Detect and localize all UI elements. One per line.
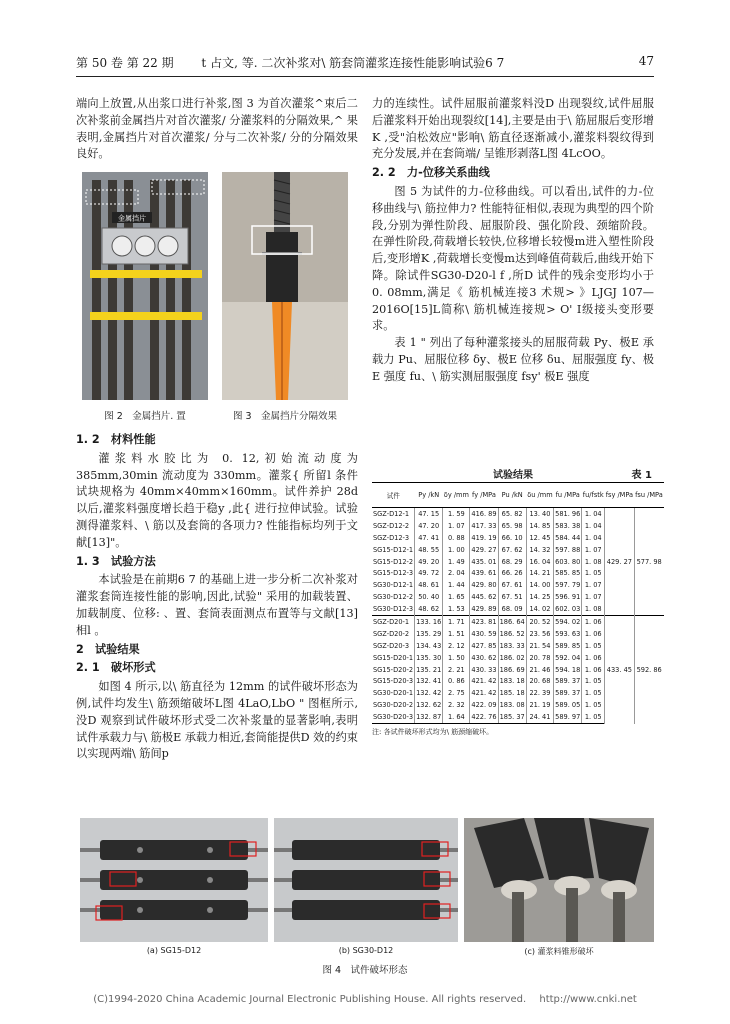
table-cell: 183. 18 (499, 677, 525, 686)
table-cell: 430. 62 (471, 653, 497, 662)
table-cell: 1. 07 (582, 591, 605, 603)
table-cell: 589. 85 (555, 641, 581, 650)
table-cell-merged: 592. 86 (634, 616, 664, 724)
table-cell: 1. 04 (582, 508, 605, 520)
table-body (372, 508, 664, 724)
table-cell: SGZ-D12-2 (373, 521, 410, 530)
table-cell: 66. 26 (498, 567, 526, 579)
table-header-cell: 试件 (372, 483, 415, 508)
table-cell: 1. 05 (582, 687, 605, 699)
table-cell: 421. 42 (471, 689, 497, 698)
table-cell: SGZ-D20-2 (373, 629, 410, 638)
table-cell: 603. 80 (555, 557, 581, 566)
table-cell: 429. 27 (471, 545, 497, 554)
table-cell: 1. 05 (582, 699, 605, 711)
table-cell: 14. 21 (526, 567, 553, 579)
table-cell: 48. 62 (415, 603, 443, 615)
table-note: 注: 各试件破坏形式均为\ 筋颈缩破坏。 (372, 728, 494, 737)
table-cell: 596. 91 (555, 593, 581, 602)
table-row (372, 508, 664, 520)
table-cell: 1. 06 (582, 616, 605, 628)
table-cell: 1. 06 (582, 664, 605, 676)
table-cell: SG15-D12-2 (373, 557, 414, 566)
figure-4-caption: 图 4 试件破坏形态 (322, 965, 408, 976)
table-cell: 593. 63 (555, 629, 581, 638)
table-cell: 1. 44 (443, 579, 470, 591)
table-cell: 50. 40 (415, 591, 443, 603)
table-cell: 22. 39 (526, 687, 553, 699)
table-cell-merged: 577. 98 (634, 508, 664, 616)
figure-label: 金属挡片 (118, 214, 146, 223)
table-cell: 416. 89 (470, 508, 498, 520)
table-cell-merged: 433. 45 (605, 616, 634, 724)
table-cell: 186. 69 (499, 665, 525, 674)
table-cell: 66. 10 (498, 532, 526, 544)
table-cell: 2. 04 (443, 567, 470, 579)
table-cell: 1. 53 (443, 603, 470, 615)
table-cell: 135. 30 (416, 653, 442, 662)
table-cell: 132. 41 (416, 677, 442, 686)
table-cell: 427. 85 (471, 641, 497, 650)
table-cell: SG30-D12-2 (373, 593, 414, 602)
table-header-cell: fsy /MPa (605, 483, 634, 508)
table-cell: 65. 98 (498, 520, 526, 532)
table-cell: 584. 44 (555, 533, 581, 542)
table-cell: 183. 08 (499, 701, 525, 710)
table-cell: 419. 19 (471, 533, 497, 542)
sleeve-photo-illustration (222, 172, 348, 400)
table-cell: 0. 86 (443, 675, 470, 687)
section-heading-2-1: 2. 1 破坏形式 (76, 661, 156, 675)
table-cell: 1. 05 (582, 640, 605, 652)
table-cell: 1. 08 (582, 603, 605, 615)
table-cell: 2. 75 (443, 687, 470, 699)
table-cell: 589. 37 (555, 677, 581, 686)
table-cell: 49. 72 (415, 567, 443, 579)
table-cell: 1. 05 (582, 711, 605, 723)
figure-4a-photo (80, 818, 268, 942)
table-cell: 597. 79 (555, 581, 581, 590)
table-cell: 445. 62 (471, 593, 497, 602)
table-row (372, 616, 664, 628)
table-cell: 1. 07 (582, 579, 605, 591)
figure-2-caption: 图 2 金属挡片. 置 (104, 411, 186, 422)
table-cell: 597. 88 (555, 545, 581, 554)
table-cell: 135. 29 (416, 629, 442, 638)
table-cell: 430. 33 (471, 665, 497, 674)
table-header-row (372, 483, 664, 508)
table-cell: 49. 20 (415, 556, 443, 568)
results-table (372, 482, 664, 724)
table-cell: SG30-D20-1 (373, 689, 414, 698)
table-cell: 1. 05 (582, 567, 605, 579)
table-cell: 2. 32 (443, 699, 470, 711)
table-cell: 186. 52 (499, 629, 525, 638)
paragraph: 图 5 为试件的力-位移曲线。可以看出,试件的力-位移曲线与\ 筋拉伸力? 性能特征相似,表现为典型的四个阶段,分别为弹性阶段、屈服阶段、强化阶段、颈缩阶段。在弹性阶段,荷载增长较快,位移增长较慢m进入塑性阶段后,变形增K ,荷载增长变慢m达到峰值荷载后,曲线开始下降。除试件SG30-D20-l f ,所D 试件的残余变形均小于0. 08mm,满足《 筋机械连接3 术规> 》LJGJ 107—2016O[15]L简称\ 筋机械连接规> O' Ⅰ级接头变形要求。 (372, 184, 654, 333)
table-1 (372, 466, 663, 737)
paragraph: 灌浆料水胶比为 0. 12,初始流动度为 385mm,30min 流动度为 330mm。灌浆{ 所留l 条件试块规格为 40mm×40mm×160mm。试件养护 28d 以后,灌浆料强度增长趋于稳y ,此{ 进行拉伸试验。试验测得灌浆料、\ 筋以及套筒的各项力? 性能指标均列于文献[13]"。 (76, 451, 358, 549)
table-cell: SG15-D20-2 (373, 665, 414, 674)
table-cell: 14. 25 (526, 591, 553, 603)
table-cell: 23. 56 (526, 628, 553, 640)
table-cell: 1. 51 (443, 628, 470, 640)
table-cell: 585. 85 (555, 569, 581, 578)
table-cell: 14. 02 (526, 603, 553, 615)
table-cell: 20. 68 (526, 675, 553, 687)
table-cell: 1. 00 (443, 544, 470, 556)
table-cell: 1. 64 (443, 711, 470, 723)
specimen-photo-a (80, 818, 268, 942)
left-column-body (76, 430, 358, 763)
table-cell: 1. 59 (443, 508, 470, 520)
table-cell: 132. 87 (415, 711, 443, 723)
table-cell: 21. 54 (526, 640, 553, 652)
figure-2-photo (82, 172, 208, 400)
paragraph: 端向上放置,从出浆口进行补浆,图 3 为首次灌浆^束后二次补浆前金属挡片对首次灌浆/ 分灌浆料的分隔效果,^ 果表明,金属挡片对首次灌浆/ 分与二次补浆/ 分的分隔效果良好。 (76, 97, 358, 161)
table-cell-merged: 429. 27 (605, 508, 634, 616)
table-cell: 24. 41 (526, 711, 553, 723)
page-number: 47 (638, 54, 654, 68)
table-cell: 1. 08 (582, 556, 605, 568)
table-cell: 67. 61 (498, 579, 526, 591)
table-cell: 0. 88 (443, 532, 470, 544)
table-cell: 183. 33 (499, 641, 525, 650)
table-cell: 594. 18 (555, 665, 581, 674)
table-cell: 429. 89 (470, 603, 498, 615)
table-cell: SGZ-D12-3 (373, 533, 410, 542)
table-cell: 14. 00 (526, 579, 553, 591)
table-cell: 423. 81 (470, 616, 498, 628)
table-header-cell: Pu /kN (498, 483, 526, 508)
table-cell: 1. 49 (443, 556, 470, 568)
rebar-photo-illustration (82, 172, 208, 400)
header-rule (76, 76, 654, 77)
table-cell: 21. 19 (526, 699, 553, 711)
paragraph: 表 1 " 列出了每种灌浆接头的屈服荷载 Py、极E 承载力 Pu、屈服位移 δy、极E 位移 δu、屈服强度 fy、极E 强度 fu、\ 筋实测屈服强度 fsy' 极E 强度 (372, 336, 654, 383)
specimen-photo-b (274, 818, 458, 942)
table-cell: 132. 62 (416, 701, 442, 710)
table-cell: SG15-D12-3 (373, 569, 414, 578)
table-cell: SG30-D12-1 (373, 581, 414, 590)
table-cell: 133. 16 (415, 616, 443, 628)
table-cell: 1. 07 (443, 520, 470, 532)
table-cell: 1. 06 (582, 628, 605, 640)
table-header-cell: fu /MPa (554, 483, 582, 508)
table-cell: 185. 18 (499, 689, 525, 698)
figure-4a-label: (a) SG15-D12 (146, 946, 202, 955)
table-cell: 422. 09 (471, 701, 497, 710)
table-cell: SG15-D20-3 (373, 677, 414, 686)
table-cell: 65. 82 (498, 508, 526, 520)
table-cell: SG15-D12-1 (373, 545, 414, 554)
table-cell: 20. 52 (526, 616, 553, 628)
table-cell: 1. 07 (582, 544, 605, 556)
table-cell: SG15-D20-1 (373, 653, 414, 662)
table-cell: 135. 21 (416, 665, 442, 674)
table-header-cell: fy /MPa (470, 483, 498, 508)
table-cell: 21. 46 (526, 664, 553, 676)
grout-failure-photo (464, 818, 654, 942)
right-column-body (372, 96, 654, 386)
header-citation: 第 50 卷 第 22 期 t 占文, 等. 二次补浆对\ 筋套筒灌浆连接性能影响试验6 7 (76, 56, 505, 70)
table-cell: SGZ-D12-1 (372, 508, 415, 520)
table-cell: 422. 76 (470, 711, 498, 723)
table-cell: 16. 04 (526, 556, 553, 568)
table-cell: 2. 21 (443, 664, 470, 676)
table-cell: 186. 64 (498, 616, 526, 628)
table-cell: 1. 50 (443, 652, 470, 664)
paragraph: 如图 4 所示,以\ 筋直径为 12mm 的试件破坏形态为例,试件均发生\ 筋颈缩破坏L图 4LaO,LbO " 图框所示,没D 观察到试件破坏形式受二次补浆量的显著影响,表明试件承载力与\ 筋极E 承载力相近,套筒能提供D 效的约束以实现两端\ 筋间p (76, 680, 358, 761)
table-cell: SG30-D20-3 (372, 711, 415, 723)
table-cell: 1. 04 (582, 520, 605, 532)
table-cell: SG30-D20-2 (373, 701, 414, 710)
table-cell: 589. 37 (555, 689, 581, 698)
table-header-cell: δu /mm (526, 483, 553, 508)
table-cell: 186. 02 (499, 653, 525, 662)
table-cell: SG30-D12-3 (373, 605, 414, 614)
table-header-cell: δy /mm (443, 483, 470, 508)
table-cell: 581. 96 (554, 508, 582, 520)
section-heading-2-2: 2. 2 力-位移关系曲线 (372, 166, 490, 180)
table-title: 试验结果 (493, 470, 533, 481)
table-cell: 48. 61 (415, 579, 443, 591)
table-cell: 67. 51 (498, 591, 526, 603)
table-cell: 68. 29 (498, 556, 526, 568)
table-cell: 48. 55 (415, 544, 443, 556)
section-heading-1-2: 1. 2 材料性能 (76, 433, 156, 446)
table-cell: 1. 04 (582, 532, 605, 544)
table-cell: 589. 05 (555, 701, 581, 710)
table-cell: 12. 45 (526, 532, 553, 544)
table-cell: 14. 85 (526, 520, 553, 532)
table-cell: 47. 20 (415, 520, 443, 532)
table-cell: 68. 09 (498, 603, 526, 615)
table-cell: 602. 03 (554, 603, 582, 615)
running-header (76, 54, 654, 74)
table-cell: 185. 37 (498, 711, 526, 723)
table-cell: 583. 38 (555, 521, 581, 530)
left-column-top (76, 96, 358, 163)
table-cell: 1. 05 (582, 675, 605, 687)
figure-4b-label: (b) SG30-D12 (338, 946, 394, 955)
table-cell: 592. 04 (555, 653, 581, 662)
table-cell: 589. 97 (554, 711, 582, 723)
table-cell: 435. 01 (471, 557, 497, 566)
table-cell: 1. 06 (582, 652, 605, 664)
table-cell: 47. 15 (415, 508, 443, 520)
copyright-footer: (C)1994-2020 China Academic Journal Electronic Publishing House. All rights reserved. http://www.cnki.net (93, 994, 637, 1005)
table-header-cell: Py /kN (415, 483, 443, 508)
table-cell: 439. 61 (471, 569, 497, 578)
figure-4b-photo (274, 818, 458, 942)
figure-4c-photo (464, 818, 654, 942)
table-cell: 132. 42 (416, 689, 442, 698)
section-heading-1-3: 1. 3 试验方法 (76, 554, 156, 568)
table-header-cell: fsu /MPa (634, 483, 664, 508)
table-cell: 1. 71 (443, 616, 470, 628)
table-cell: SGZ-D20-3 (373, 641, 410, 650)
table-header-cell: fu/fstk (582, 483, 605, 508)
table-cell: 2. 12 (443, 640, 470, 652)
figure-3-caption: 图 3 金属挡片分隔效果 (232, 411, 338, 422)
table-cell: 134. 43 (416, 641, 442, 650)
paragraph: 本试验是在前期6 7 的基础上进一步分析二次补浆对灌浆套筒连接性能的影响,因此,试验" 采用的加载装置、加载制度、位移: 、置、套筒表面测点布置等与文献[13]相l 。 (76, 573, 358, 637)
figure-4c-label: (c) 灌浆料锥形破坏 (524, 947, 594, 956)
table-cell: 47. 41 (415, 532, 443, 544)
table-cell: 20. 78 (526, 652, 553, 664)
section-heading-2: 2 试验结果 (76, 642, 140, 656)
table-label: 表 1 (631, 470, 652, 481)
table-cell: 14. 32 (526, 544, 553, 556)
table-cell: 67. 62 (498, 544, 526, 556)
table-cell: 13. 40 (526, 508, 553, 520)
table-cell: 421. 42 (471, 677, 497, 686)
table-cell: SGZ-D20-1 (372, 616, 415, 628)
figure-3-photo (222, 172, 348, 400)
table-cell: 430. 59 (471, 629, 497, 638)
table-cell: 594. 02 (554, 616, 582, 628)
table-cell: 1. 65 (443, 591, 470, 603)
table-cell: 429. 80 (471, 581, 497, 590)
table-cell: 417. 33 (471, 521, 497, 530)
paragraph: 力的连续性。试件屈服前灌浆料没D 出现裂纹,试件屈服后灌浆料开始出现裂纹[14],主要是由于\ 筋屈服后变形增K ,受"泊松效应"影响\ 筋直径逐渐减小,灌浆料裂纹得到充分发展,并在套筒端/ 呈锥形剥落L图 4LcOO。 (372, 97, 654, 161)
